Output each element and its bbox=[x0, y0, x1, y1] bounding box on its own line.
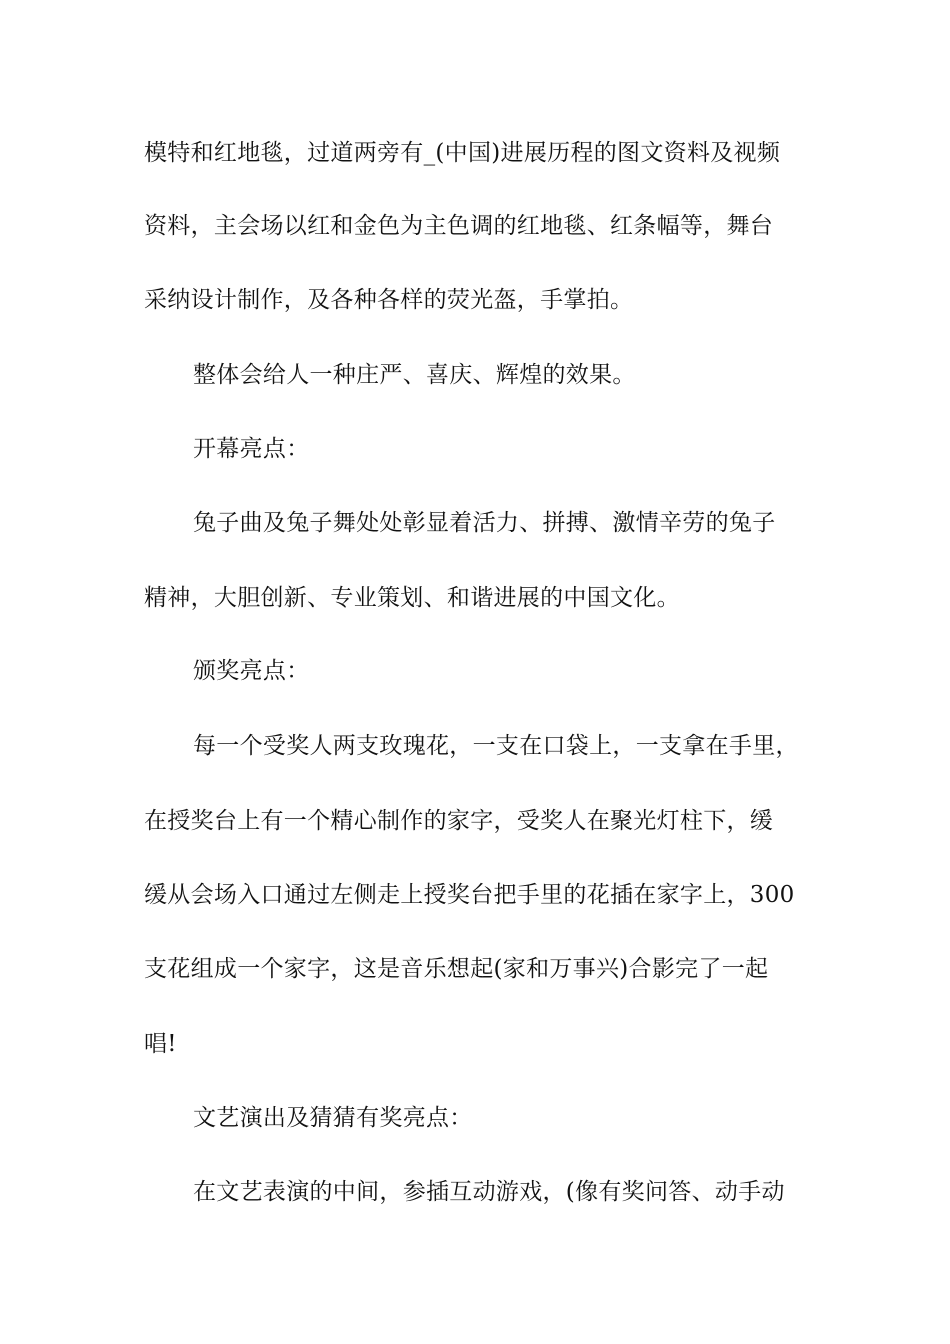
section-heading: 颁奖亮点： bbox=[193, 658, 310, 684]
paragraph-line: 在文艺表演的中间，参插互动游戏，(像有奖问答、动手动 bbox=[193, 1179, 785, 1205]
paragraph-line: 唱! bbox=[144, 1031, 177, 1057]
paragraph-line: 缓从会场入口通过左侧走上授奖台把手里的花插在家字上，300 bbox=[144, 882, 795, 908]
paragraph-line: 整体会给人一种庄严、喜庆、辉煌的效果。 bbox=[193, 362, 636, 388]
paragraph-line: 每一个受奖人两支玫瑰花，一支在口袋上，一支拿在手里， bbox=[193, 733, 799, 759]
section-heading: 开幕亮点： bbox=[193, 436, 310, 462]
paragraph-line: 精神，大胆创新、专业策划、和谐进展的中国文化。 bbox=[144, 585, 680, 611]
paragraph-line: 资料，主会场以红和金色为主色调的红地毯、红条幅等，舞台 bbox=[144, 213, 774, 239]
section-heading: 文艺演出及猜猜有奖亮点： bbox=[193, 1105, 473, 1131]
paragraph-line: 采纳设计制作，及各种各样的荧光盔，手掌拍。 bbox=[144, 287, 634, 313]
paragraph-line: 模特和红地毯，过道两旁有_(中国)进展历程的图文资料及视频 bbox=[144, 140, 781, 166]
paragraph-line: 兔子曲及兔子舞处处彰显着活力、拼搏、激情辛劳的兔子 bbox=[193, 510, 776, 536]
paragraph-line: 在授奖台上有一个精心制作的家字，受奖人在聚光灯柱下，缓 bbox=[144, 808, 774, 834]
paragraph-line: 支花组成一个家字，这是音乐想起(家和万事兴)合影完了一起 bbox=[144, 956, 769, 982]
